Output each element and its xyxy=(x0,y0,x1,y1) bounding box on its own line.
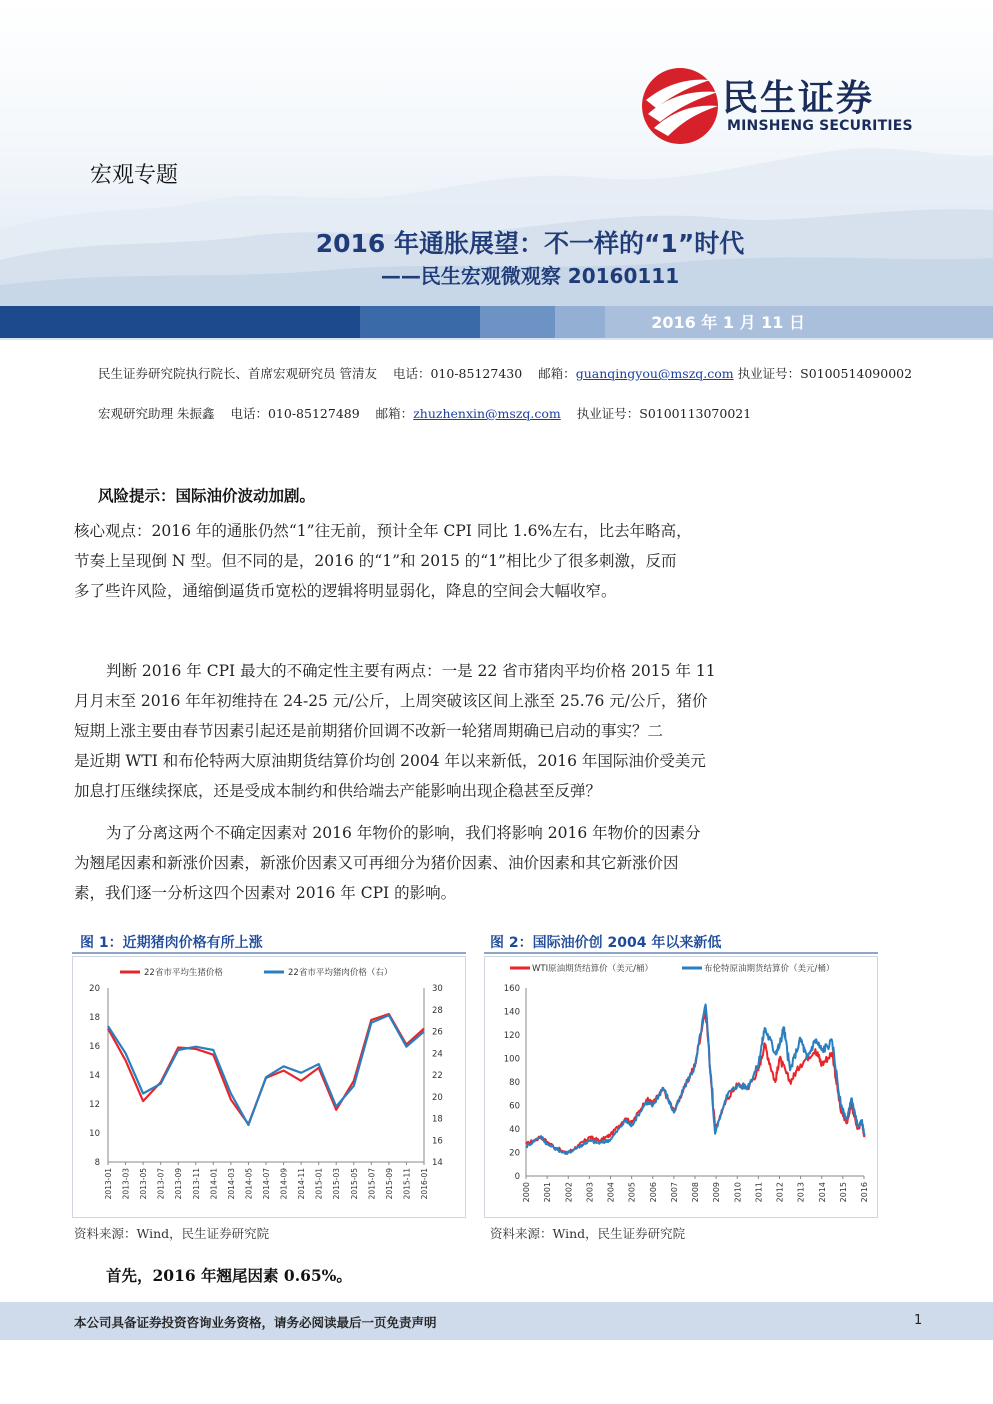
x-tick-label: 2012 xyxy=(775,1182,785,1203)
section-lead-line: 首先，2016 年翘尾因素 0.65%。 xyxy=(106,1266,352,1285)
y-tick-label-right: 18 xyxy=(432,1114,443,1125)
figure-2-title: 图 2：国际油价创 2004 年以来新低 xyxy=(490,935,722,951)
figure-1-rule xyxy=(72,952,466,954)
x-tick-label: 2014-03 xyxy=(226,1168,236,1200)
x-tick-label: 2013-07 xyxy=(156,1168,166,1200)
x-tick-label: 2009 xyxy=(712,1182,722,1203)
figure-1-title: 图 1：近期猪肉价格有所上涨 xyxy=(80,935,263,951)
y-tick-label-right: 22 xyxy=(432,1071,443,1081)
x-tick-label: 2015-07 xyxy=(367,1168,377,1200)
text-line: 是近期 WTI 和布伦特两大原油期货结算价均创 2004 年以来新低，2016 年国际油价受美元 xyxy=(74,752,706,770)
y-tick-label-left: 20 xyxy=(89,984,100,994)
y-tick-label-left: 14 xyxy=(89,1071,100,1081)
y-tick-label-right: 24 xyxy=(432,1049,443,1060)
x-tick-label: 2003 xyxy=(585,1182,595,1203)
y-tick-label-right: 14 xyxy=(432,1158,443,1168)
x-tick-label: 2013-01 xyxy=(104,1168,113,1200)
author-role-name: 民生证券研究院执行院长、首席宏观研究员 管清友 xyxy=(98,366,377,381)
y-tick-label-right: 30 xyxy=(432,984,443,994)
author-phone: 电话：010-85127430 xyxy=(392,366,523,381)
text-line: 节奏上呈现倒 N 型。但不同的是，2016 的“1”和 2015 的“1”相比少了很多刺激，反而 xyxy=(74,552,677,570)
author-license: 执业证号：S0100514090002 xyxy=(737,366,913,381)
risk-warning: 风险提示：国际油价波动加剧。 xyxy=(98,486,316,505)
x-tick-label: 2015-09 xyxy=(384,1168,394,1200)
text-line: 素，我们逐一分析这四个因素对 2016 年 CPI 的影响。 xyxy=(74,884,457,902)
logo-english-name: MINSHENG SECURITIES xyxy=(727,118,913,134)
x-tick-label: 2013 xyxy=(796,1182,806,1203)
report-category: 宏观专题 xyxy=(90,163,179,188)
x-tick-label: 2014-01 xyxy=(209,1168,219,1200)
y-tick-label-right: 28 xyxy=(432,1005,443,1016)
figure-2-source: 资料来源：Wind，民生证券研究院 xyxy=(490,1226,686,1241)
x-tick-label: 2014-07 xyxy=(262,1168,271,1200)
x-tick-label: 2002 xyxy=(564,1182,574,1203)
text-line: 核心观点：2016 年的通胀仍然“1”往无前，预计全年 CPI 同比 1.6%左右，比去年略高， xyxy=(74,522,692,540)
y-tick-label-right: 16 xyxy=(432,1136,443,1147)
x-tick-label: 2004 xyxy=(606,1182,616,1203)
author-email-label: 邮箱： xyxy=(375,406,414,421)
legend-label-1: WTI原油期货结算价（美元/桶） xyxy=(532,964,653,974)
x-tick-label: 2015-05 xyxy=(349,1168,359,1200)
report-title: 2016 年通胀展望：不一样的“1”时代 xyxy=(315,229,745,258)
legend-label-2: 布伦特原油期货结算价（美元/桶） xyxy=(704,964,835,974)
logo-chinese-name: 民生证券 xyxy=(722,78,875,119)
x-tick-label: 2013-09 xyxy=(174,1168,184,1200)
text-line: 为了分离这两个不确定因素对 2016 年物价的影响，我们将影响 2016 年物价的因素分 xyxy=(106,824,701,842)
y-tick-label-left: 10 xyxy=(89,1129,100,1139)
y-tick-label-left: 8 xyxy=(94,1158,100,1168)
x-tick-label: 2015-03 xyxy=(332,1168,342,1200)
x-tick-label: 2014-09 xyxy=(279,1168,289,1200)
report-date: 2016 年 1 月 11 日 xyxy=(651,313,805,332)
author-email-link[interactable]: guanqingyou@mszq.com xyxy=(575,366,734,381)
author-phone: 电话：010-85127489 xyxy=(230,406,360,421)
analysis-paragraph-1 xyxy=(74,656,754,806)
pork-price-chart xyxy=(72,956,466,1218)
x-tick-label: 2016-01 xyxy=(420,1168,429,1200)
core-view-paragraph xyxy=(74,516,754,606)
x-tick-label: 2015-11 xyxy=(402,1168,412,1200)
legend-label-1: 22省市平均生猪价格 xyxy=(144,968,223,978)
legend-label-2: 22省市平均猪肉价格（右） xyxy=(288,968,393,978)
y-tick-label-right: 20 xyxy=(432,1092,443,1103)
x-tick-label: 2006 xyxy=(648,1182,658,1203)
author-email-link[interactable]: zhuzhenxin@mszq.com xyxy=(413,406,561,421)
footer-disclaimer: 本公司具备证券投资咨询业务资格，请务必阅读最后一页免责声明 xyxy=(74,1315,437,1330)
x-tick-label: 2013-11 xyxy=(191,1168,201,1200)
text-line: 短期上涨主要由春节因素引起还是前期猪价回调不改新一轮猪周期确已启动的事实？二 xyxy=(74,722,664,740)
x-tick-label: 2001 xyxy=(543,1182,553,1203)
y-tick-label: 100 xyxy=(503,1054,520,1065)
y-tick-label-left: 18 xyxy=(89,1013,100,1023)
y-tick-label: 60 xyxy=(509,1101,520,1112)
text-line: 月月末至 2016 年年初维持在 24-25 元/公斤，上周突破该区间上涨至 25.76 元/公斤，猪价 xyxy=(74,692,708,710)
text-line: 加息打压继续探底，还是受成本制约和供给端去产能影响出现企稳甚至反弹？ xyxy=(74,782,602,800)
y-tick-label: 160 xyxy=(503,984,520,994)
figure-1-source: 资料来源：Wind，民生证券研究院 xyxy=(74,1226,270,1241)
author-license: 执业证号：S0100113070021 xyxy=(576,406,752,421)
y-tick-label: 0 xyxy=(514,1172,520,1182)
oil-price-chart xyxy=(484,956,878,1218)
y-tick-label: 40 xyxy=(509,1125,520,1135)
x-tick-label: 2013-03 xyxy=(121,1168,131,1200)
y-tick-label: 20 xyxy=(509,1148,520,1159)
x-tick-label: 2015-01 xyxy=(314,1168,324,1200)
author-role-name: 宏观研究助理 朱振鑫 xyxy=(98,406,215,421)
x-tick-label: 2000 xyxy=(522,1182,531,1203)
text-line: 判断 2016 年 CPI 最大的不确定性主要有两点：一是 22 省市猪肉平均价格 2015 年 11 xyxy=(106,662,716,680)
report-subtitle: ——民生宏观微观察 20160111 xyxy=(380,264,680,288)
x-tick-label: 2007 xyxy=(669,1182,679,1203)
x-tick-label: 2014-05 xyxy=(244,1168,254,1200)
y-tick-label-left: 16 xyxy=(89,1042,100,1052)
x-tick-label: 2013-05 xyxy=(139,1168,149,1200)
x-tick-label: 2015 xyxy=(838,1182,848,1203)
x-tick-label: 2010 xyxy=(733,1182,743,1203)
chart-frame xyxy=(485,957,878,1218)
author-line-1 xyxy=(98,364,912,382)
y-tick-label: 140 xyxy=(503,1007,520,1018)
analysis-paragraph-2 xyxy=(74,818,754,908)
y-tick-label-right: 26 xyxy=(432,1027,443,1038)
y-tick-label: 80 xyxy=(509,1078,520,1088)
text-line: 多了些许风险，通缩倒逼货币宽松的逻辑将明显弱化，降息的空间会大幅收窄。 xyxy=(74,582,617,600)
y-tick-label-left: 12 xyxy=(89,1100,100,1110)
x-tick-label: 2016 xyxy=(860,1182,869,1203)
x-tick-label: 2014-11 xyxy=(297,1168,307,1200)
author-email-label: 邮箱： xyxy=(538,366,576,381)
y-tick-label: 120 xyxy=(503,1031,520,1041)
page-number: 1 xyxy=(914,1313,923,1328)
x-tick-label: 2005 xyxy=(627,1182,637,1203)
figure-2-rule xyxy=(484,952,878,954)
text-line: 为翘尾因素和新涨价因素，新涨价因素又可再细分为猪价因素、油价因素和其它新涨价因 xyxy=(74,854,679,872)
author-line-2 xyxy=(98,404,751,422)
x-tick-label: 2008 xyxy=(691,1182,700,1203)
x-tick-label: 2014 xyxy=(817,1182,827,1203)
x-tick-label: 2011 xyxy=(754,1182,764,1203)
